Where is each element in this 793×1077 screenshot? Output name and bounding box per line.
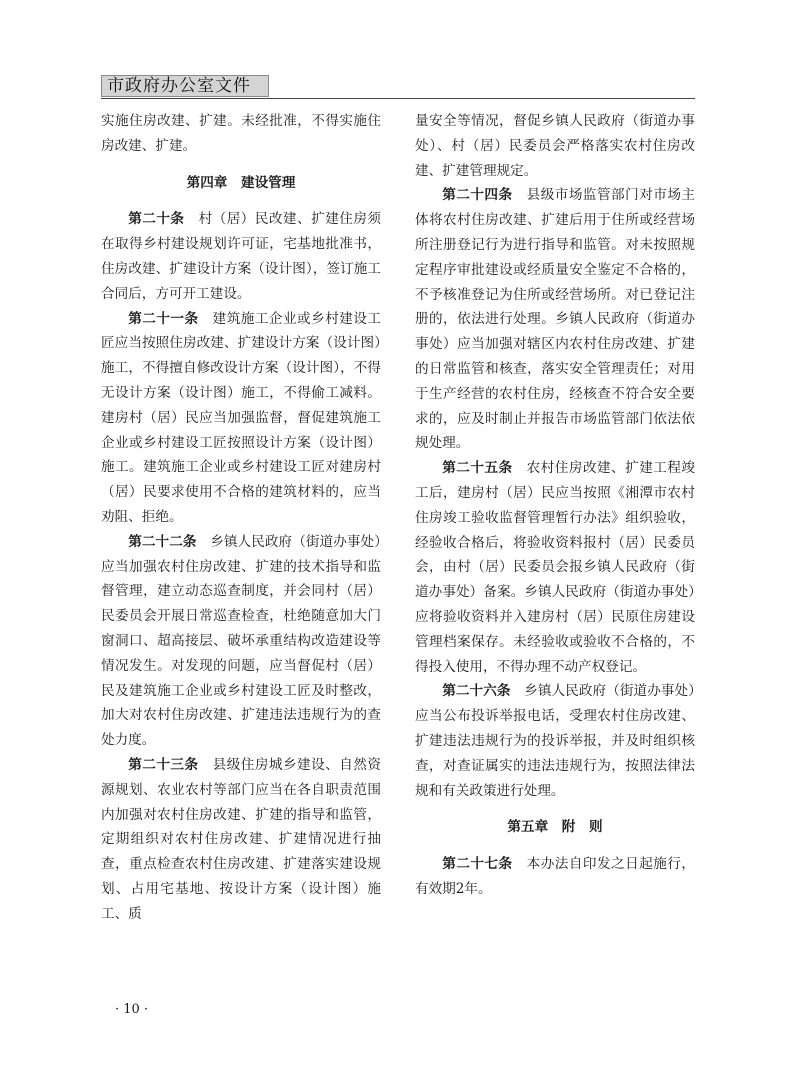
article-25: [415, 456, 695, 679]
continued-paragraph: 实施住房改建、扩建。未经批准，不得实施住房改建、扩建。: [101, 113, 381, 154]
chapter-number: 第四章: [186, 174, 228, 191]
article-21: [101, 307, 381, 530]
page-number: · 10 ·: [115, 1002, 149, 1017]
chapter-name: 建设管理: [241, 174, 296, 191]
article-label: 第二十六条: [442, 683, 511, 700]
article-label: 第二十七条: [442, 856, 513, 873]
article-26: [415, 679, 695, 803]
article-label: 第二十三条: [128, 756, 199, 773]
header-rule: [101, 98, 695, 99]
article-23: [101, 753, 381, 927]
article-text: 县级市场监管部门对市场主体将农村住房改建、扩建后用于住所或经营场所注册登记行为进行指导和监管。对未按照规定程序审批建设或经质量安全鉴定不合格的，不予核准登记为住所或经营场所。对已登记注册的，依法进行处理。乡镇人民政府（街道办事处）应当加强对辖区内农村住房改建、扩建的日常监管和核查，落实安全管理责任；对用于生产经营的农村住房，经核查不符合安全要求的，应及时制止并报告市场监管部门依法依规处理。: [415, 187, 696, 452]
article-text: 农村住房改建、扩建工程竣工后，建房村（居）民应当按照《湘潭市农村住房竣工验收监督管理暂行办法》组织验收，经验收合格后，将验收资料报村（居）民委员会，由村（居）民委员会报乡镇人民政府（街道办事处）备案。乡镇人民政府（街道办事处）应将验收资料并入建房村（居）民原住房建设管理档案保存。未经验收或验收不合格的，不得投入使用，不得办理不动产权登记。: [415, 460, 696, 675]
article-24: [415, 183, 695, 456]
article-text: 县级住房城乡建设、自然资源规划、农业农村等部门应当在各自职责范围内加强对农村住房改建、扩建的指导和监管，定期组织对农村住房改建、扩建情况进行抽查，重点检查农村住房改建、扩建落实建设规划、占用宅基地、按设计方案（设计图）施工、质: [101, 756, 382, 922]
chapter-number: 第五章: [507, 819, 549, 836]
left-column: [101, 109, 381, 927]
article-label: 第二十二条: [128, 533, 197, 550]
right-column: [415, 109, 695, 902]
header-title: 市政府办公室文件: [107, 76, 251, 96]
article-label: 第二十四条: [442, 187, 513, 204]
chapter-heading-4: [101, 171, 381, 196]
continued-paragraph: 量安全等情况，督促乡镇人民政府（街道办事处）、村（居）民委员会严格落实农村住房改建、扩建管理规定。: [415, 113, 695, 179]
chapter-heading-5: [415, 815, 695, 840]
article-20: [101, 207, 381, 306]
article-label: 第二十五条: [442, 460, 513, 477]
article-text: 本办法自印发之日起施行，有效期2年。: [415, 856, 696, 897]
article-label: 第二十一条: [128, 310, 199, 327]
article-label: 第二十条: [128, 211, 185, 228]
article-22: [101, 530, 381, 753]
document-header: [101, 75, 695, 99]
chapter-name: 附 则: [561, 819, 603, 836]
article-text: 乡镇人民政府（街道办事处）应当加强农村住房改建、扩建的技术指导和监督管理，建立动态巡查制度，并会同村（居）民委员会开展日常巡查检查，杜绝随意加大门窗洞口、超高接层、破坏承重结构改造建设等情况发生。对发现的问题，应当督促村（居）民及建筑施工企业或乡村建设工匠及时整改，加大对农村住房改建、扩建违法违规行为的查处力度。: [101, 533, 382, 749]
article-text: 乡镇人民政府（街道办事处）应当公布投诉举报电话，受理农村住房改建、扩建违法违规行为的投诉举报，并及时组织核查，对查证属实的违法违规行为，按照法律法规和有关政策进行处理。: [415, 683, 696, 799]
article-27: [415, 852, 695, 902]
article-text: 村（居）民改建、扩建住房须在取得乡村建设规划许可证，宅基地批准书，住房改建、扩建设计方案（设计图），签订施工合同后，方可开工建设。: [101, 211, 382, 302]
article-text: 建筑施工企业或乡村建设工匠应当按照住房改建、扩建设计方案（设计图）施工，不得擅自修改设计方案（设计图），不得无设计方案（设计图）施工，不得偷工减料。建房村（居）民应当加强监督，督促建筑施工企业或乡村建设工匠按照设计方案（设计图）施工。建筑施工企业或乡村建设工匠对建房村（居）民要求使用不合格的建筑材料的，应当劝阻、拒绝。: [101, 310, 382, 525]
